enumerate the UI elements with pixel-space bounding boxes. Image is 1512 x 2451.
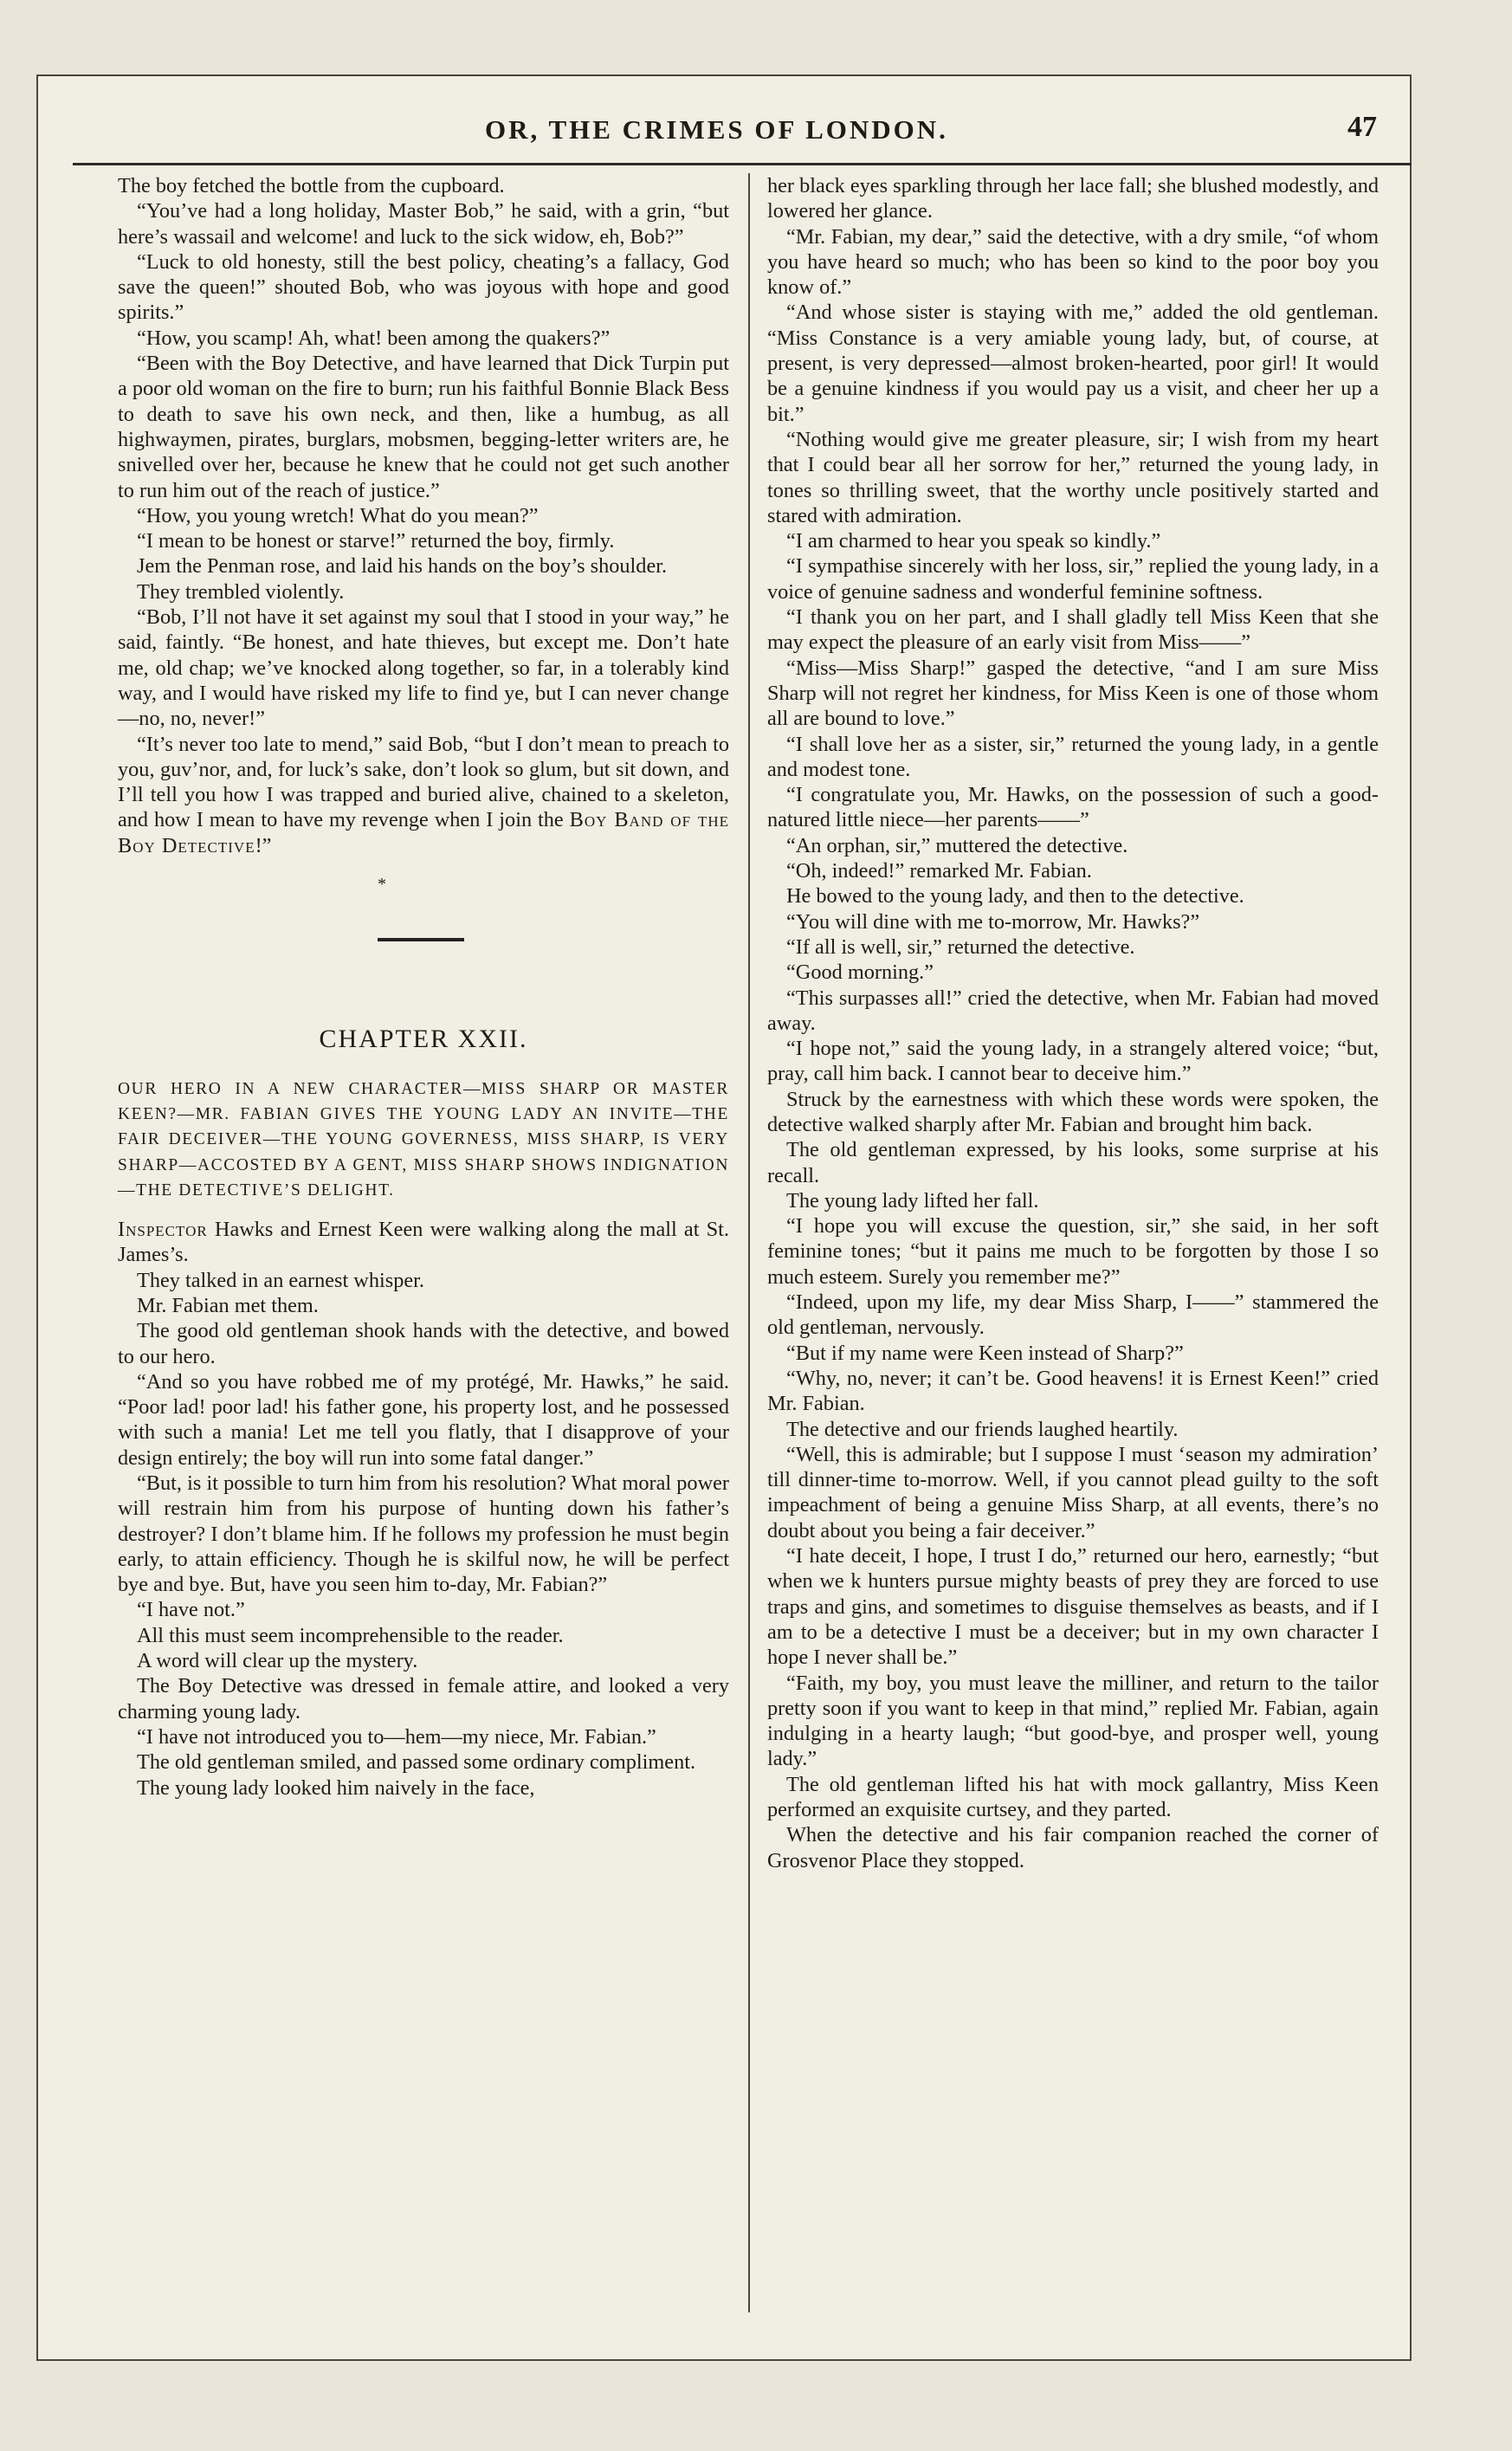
- paragraph: “How, you young wretch! What do you mean?”: [137, 503, 539, 527]
- paragraph: “I hate deceit, I hope, I trust I do,” returned our hero, earnestly; “but when we k hunters pursue mighty beasts of prey they are forced to use traps and gins, and sometimes to disguise themselves as beasts, and if I am to be a detective I must be a deceiver; but in my own character I hope I never shall be.”: [767, 1544, 1379, 1670]
- paragraph: “I hope not,” said the young lady, in a strangely altered voice; “but, pray, call him back. I cannot bear to deceive him.”: [767, 1037, 1379, 1086]
- paragraph: “If all is well, sir,” returned the detective.: [786, 934, 1135, 959]
- paragraph: “And so you have robbed me of my protégé, Mr. Hawks,” he said. “Poor lad! poor lad! his father gone, his property lost, and he possessed with such a mania! Let me tell you flatly, that I disapprove of your design entirely; the boy will run into some fatal danger.”: [118, 1369, 729, 1470]
- bob-reply-text: “It’s never too late to mend,” said Bob, “but I don’t mean to preach to you, guv’nor, and, for luck’s sake, don’t look so glum, but sit down, and I’ll tell you how I was trapped and buried alive, chained to a skeleton, and how I mean to have my revenge when I join the: [118, 732, 729, 832]
- paragraph: The good old gentleman shook hands with the detective, and bowed to our hero.: [118, 1319, 729, 1368]
- paragraph: “This surpasses all!” cried the detective, when Mr. Fabian had moved away.: [767, 986, 1379, 1035]
- header-rule: [73, 163, 1412, 165]
- paragraph: “I have not.”: [137, 1598, 245, 1622]
- paragraph: “An orphan, sir,” muttered the detective.: [786, 833, 1128, 857]
- paragraph: “I sympathise sincerely with her loss, sir,” replied the young lady, in a voice of genuine sadness and wonderful feminine softness.: [767, 554, 1379, 604]
- paragraph: They trembled violently.: [137, 579, 345, 604]
- paragraph: “Been with the Boy Detective, and have learned that Dick Turpin put a poor old woman on the fire to burn; run his faithful Bonnie Black Bess to death to save his own neck, and then, like a humbug, as all highwaymen, pirates, burglars, mobsmen, begging-letter writers are, he snivelled over her, because he knew that he could not get such another to run him out of the reach of justice.”: [118, 352, 729, 502]
- paragraph: “I mean to be honest or starve!” returned the boy, firmly.: [137, 529, 615, 553]
- paragraph: The boy fetched the bottle from the cupboard.: [118, 174, 505, 197]
- opening-smallcaps-word: Inspector: [118, 1218, 208, 1242]
- paragraph: “I hope you will excuse the question, sir,” she said, in her soft feminine tones; “but it pains me much to be forgotten by those I so much esteem. Surely you remember me?”: [767, 1214, 1379, 1289]
- paragraph: “Faith, my boy, you must leave the milliner, and return to the tailor pretty soon if you want to keep in that mind,” replied Mr. Fabian, again indulging in a hearty laugh; “but good-bye, and prosper well, young lady.”: [767, 1671, 1379, 1771]
- paragraph: All this must seem incomprehensible to the reader.: [137, 1623, 564, 1647]
- left-column: [118, 173, 729, 1801]
- paragraph: “Good morning.”: [786, 960, 934, 985]
- paragraph: “You’ve had a long holiday, Master Bob,” he said, with a grin, “but here’s wassail and welcome! and luck to the sick widow, eh, Bob?”: [118, 199, 729, 249]
- paragraph: “Well, this is admirable; but I suppose I must ‘season my admiration’ till dinner-time to-morrow. Well, if you cannot plead guilty to the soft impeachment of being a genuine Miss Sharp, at all events, there’s no doubt about you being a fair deceiver.”: [767, 1442, 1379, 1542]
- paragraph: When the detective and his fair companion reached the corner of Grosvenor Place they stopped.: [767, 1823, 1379, 1872]
- paragraph: “I thank you on her part, and I shall gladly tell Miss Keen that she may expect the pleasure of an early visit from Miss——”: [767, 605, 1379, 655]
- asterisk-ornament: *: [378, 875, 386, 895]
- opening-text: Hawks and Ernest Keen were walking along the mall at St. James’s.: [118, 1218, 729, 1267]
- paragraph: “Indeed, upon my life, my dear Miss Sharp, I——” stammered the old gentleman, nervously.: [767, 1290, 1379, 1340]
- paragraph: “I have not introduced you to—hem—my niece, Mr. Fabian.”: [137, 1724, 656, 1749]
- paragraph: “Nothing would give me greater pleasure, sir; I wish from my heart that I could bear all her sorrow for her,” returned the young lady, in tones so thrilling sweet, that the worthy uncle positively started and stared with admiration.: [767, 427, 1379, 527]
- column-divider: [748, 173, 750, 2312]
- paragraph: The young lady looked him naively in the face,: [137, 1775, 535, 1800]
- paragraph: “But, is it possible to turn him from his resolution? What moral power will restrain him from his purpose of hunting down his father’s destroyer? I don’t blame him. If he follows my profession he must begin early, to attain efficiency. Though he is skilful now, he will be perfect bye and bye. But, have you seen him to-day, Mr. Fabian?”: [118, 1471, 729, 1597]
- paragraph: “Oh, indeed!” remarked Mr. Fabian.: [786, 859, 1092, 883]
- chapter-synopsis: OUR HERO IN A NEW CHARACTER—MISS SHARP OR MASTER KEEN?—MR. FABIAN GIVES THE YOUNG LADY AN INVITE—THE FAIR DECEIVER—THE YOUNG GOVERNESS, MISS SHARP, IS VERY SHARP—ACCOSTED BY A GENT, MISS SHARP SHOWS INDIGNATION—THE DETECTIVE’S DELIGHT.: [118, 1080, 729, 1200]
- paragraph: Jem the Penman rose, and laid his hands on the boy’s shoulder.: [137, 554, 668, 579]
- paragraph: “How, you scamp! Ah, what! been among the quakers?”: [137, 326, 611, 350]
- paragraph: “Miss—Miss Sharp!” gasped the detective, “and I am sure Miss Sharp will not regret her kindness, for Miss Keen is one of those whom all are bound to love.”: [767, 656, 1379, 731]
- chapter-opening-paragraph: [118, 1217, 729, 1268]
- paragraph: “Mr. Fabian, my dear,” said the detective, with a dry smile, “of whom you have heard so much; who has been so kind to the poor boy you know of.”: [767, 224, 1379, 300]
- paragraph: The detective and our friends laughed heartily.: [786, 1417, 1179, 1441]
- paragraph: “Bob, I’ll not have it set against my soul that I stood in your way,” he said, faintly. “Be honest, and hate thieves, but except me. Don’t hate me, old chap; we’ve knocked along together, so far, in a tolerably kind way, and I would have risked my life to find ye, but I can never change—no, no, never!”: [118, 605, 729, 731]
- paragraph: The old gentleman smiled, and passed some ordinary compliment.: [137, 1750, 696, 1775]
- running-title: OR, THE CRIMES OF LONDON.: [485, 114, 948, 145]
- paragraph: The old gentleman expressed, by his looks, some surprise at his recall.: [767, 1138, 1379, 1187]
- paragraph: The Boy Detective was dressed in female attire, and looked a very charming young lady.: [118, 1674, 729, 1723]
- paragraph: her black eyes sparkling through her lace fall; she blushed modestly, and lowered her glance.: [767, 174, 1379, 223]
- paragraph: “I shall love her as a sister, sir,” returned the young lady, in a gentle and modest tone.: [767, 732, 1379, 781]
- paragraph: “I congratulate you, Mr. Hawks, on the possession of such a good-natured little niece—her parents——”: [767, 783, 1379, 832]
- paragraph: “And whose sister is staying with me,” added the old gentleman. “Miss Constance is a very amiable young lady, but, of course, at present, is very depressed—almost broken-hearted, poor girl! It would be a genuine kindness if you would pay us a visit, and cheer her up a bit.”: [767, 301, 1379, 426]
- paragraph: “I am charmed to hear you speak so kindly.”: [786, 529, 1161, 553]
- chapter-heading: CHAPTER XXII.: [319, 1025, 528, 1054]
- page-number: 47: [1347, 111, 1377, 143]
- right-column: [767, 173, 1379, 1873]
- paragraph: “But if my name were Keen instead of Sharp?”: [786, 1341, 1184, 1365]
- paragraph: Struck by the earnestness with which these words were spoken, the detective walked sharply after Mr. Fabian and brought him back.: [767, 1087, 1379, 1136]
- section-divider-rule: [378, 938, 464, 941]
- paragraph: They talked in an earnest whisper.: [137, 1268, 424, 1292]
- paragraph: The old gentleman lifted his hat with mock gallantry, Miss Keen performed an exquisite curtsey, and they parted.: [767, 1772, 1379, 1821]
- paragraph: A word will clear up the mystery.: [137, 1649, 418, 1673]
- paragraph: “You will dine with me to-morrow, Mr. Hawks?”: [786, 909, 1200, 934]
- paragraph: “Why, no, never; it can’t be. Good heavens! it is Ernest Keen!” cried Mr. Fabian.: [767, 1366, 1379, 1416]
- boy-band-smallcaps: Boy Band of the Boy Detective: [118, 808, 730, 857]
- paragraph: “Luck to old honesty, still the best policy, cheating’s a fallacy, God save the queen!” shouted Bob, who was joyous with hope and good spirits.”: [118, 249, 729, 325]
- paragraph: The young lady lifted her fall.: [786, 1188, 1039, 1213]
- bob-reply-end: !”: [255, 833, 272, 857]
- paragraph: He bowed to the young lady, and then to the detective.: [786, 884, 1244, 909]
- running-header: [485, 111, 1377, 156]
- paragraph: Mr. Fabian met them.: [137, 1293, 319, 1317]
- paragraph: [118, 732, 729, 858]
